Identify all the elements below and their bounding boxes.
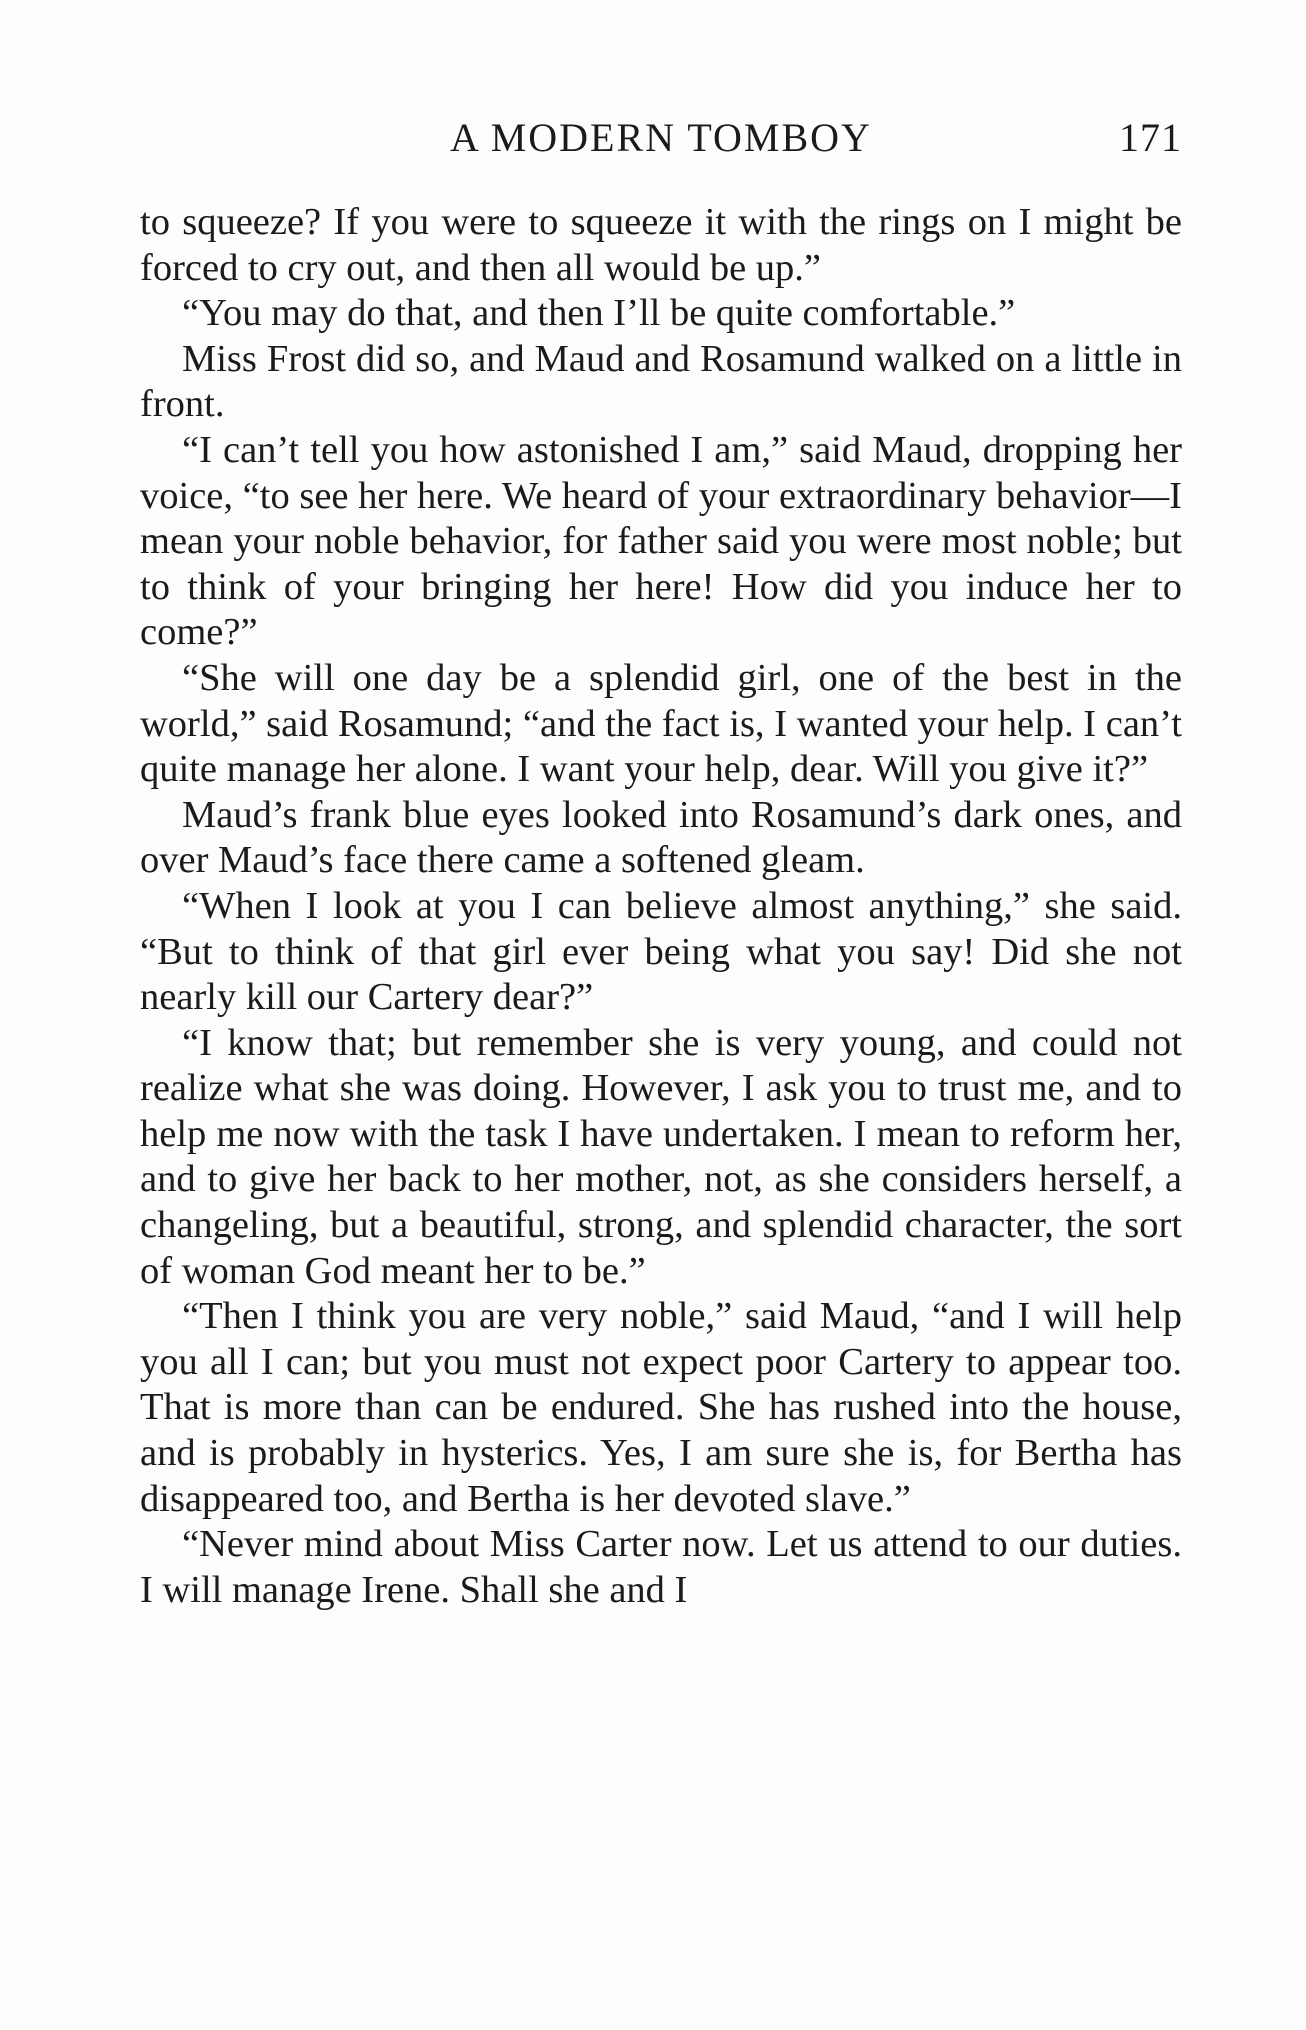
paragraph: “Never mind about Miss Carter now. Let us attend to our duties. I will manage Irene. Shall she and I [140, 1523, 1182, 1611]
paragraph: “Then I think you are very noble,” said Maud, “and I will help you all I can; but you must not expect poor Cartery to appear too. That is more than can be endured. She has rushed into the house, and is probably in hysterics. Yes, I am sure she is, for Bertha has disappeared too, and Bertha is her devoted slave.” [140, 1295, 1182, 1520]
paragraph: “I can’t tell you how astonished I am,” said Maud, dropping her voice, “to see her here. We heard of your extraordinary behavior—I mean your noble behavior, for father said you were most noble; but to think of your bringing her here! How did you induce her to come?” [140, 428, 1182, 654]
paragraph: “You may do that, and then I’ll be quite comfortable.” [182, 292, 1016, 335]
book-page [140, 108, 1182, 1613]
paragraph: Maud’s frank blue eyes looked into Rosamund’s dark ones, and over Maud’s face there came a softened gleam. [140, 793, 1182, 882]
paragraph: “When I look at you I can believe almost anything,” she said. “But to think of that girl ever being what you say! Did she not nearly kill our Cartery dear?” [140, 884, 1182, 1019]
paragraph: to squeeze? If you were to squeeze it with the rings on I might be forced to cry out, and then all would be up.” [140, 201, 1182, 289]
paragraph: Miss Frost did so, and Maud and Rosamund walked on a little in front. [140, 337, 1182, 426]
body-text [140, 200, 1182, 1613]
paragraph: “She will one day be a splendid girl, one of the best in the world,” said Rosamund; “and the fact is, I wanted your help. I can’t quite manage her alone. I want your help, dear. Will you give it?” [140, 656, 1182, 791]
page-header [140, 108, 1182, 172]
paragraph: “I know that; but remember she is very young, and could not realize what she was doing. However, I ask you to trust me, and to help me now with the task I have undertaken. I mean to reform her, and to give her back to her mother, not, as she considers herself, a changeling, but a beautiful, strong, and splendid character, the sort of woman God meant her to be.” [140, 1021, 1182, 1292]
running-title: A MODERN TOMBOY [450, 115, 872, 160]
page-number: 171 [1119, 115, 1182, 160]
